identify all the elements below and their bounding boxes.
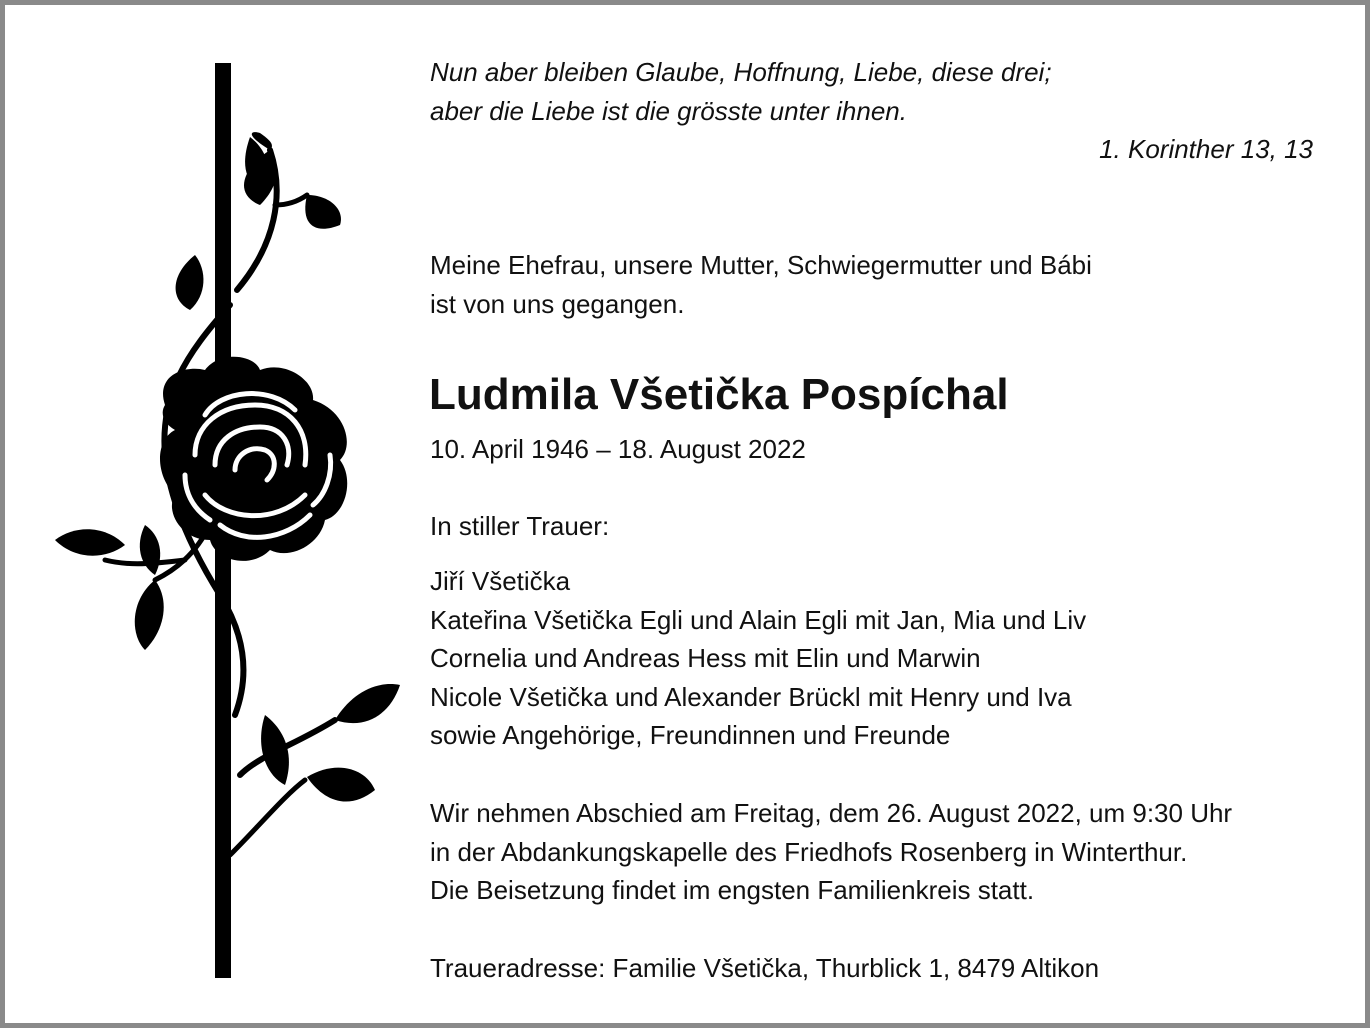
- rose-icon: [45, 55, 415, 985]
- quote-line: Nun aber bleiben Glaube, Hoffnung, Liebe, diese drei;: [430, 57, 1052, 87]
- service-line: Die Beisetzung findet im engsten Familienkreis statt.: [430, 875, 1035, 905]
- family-member: sowie Angehörige, Freundinnen und Freunde: [430, 720, 951, 750]
- bible-quote: [430, 53, 1052, 130]
- service-line: in der Abdankungskapelle des Friedhofs Rosenberg in Winterthur.: [430, 836, 1188, 867]
- family-member: Cornelia und Andreas Hess mit Elin und Marwin: [430, 643, 981, 673]
- service-line: Wir nehmen Abschied am Freitag, dem 26. August 2022, um 9:30 Uhr: [430, 798, 1233, 828]
- family-member: Jiří Všetička: [430, 566, 571, 596]
- family-member: Nicole Všetička und Alexander Brückl mit Henry und Iva: [430, 681, 1072, 712]
- intro-line: ist von uns gegangen.: [430, 288, 685, 319]
- quote-line: aber die Liebe ist die grösste unter ihnen.: [430, 95, 907, 126]
- deceased-name: Ludmila Všetička Pospíchal: [429, 370, 1009, 419]
- intro-text: [430, 246, 1092, 323]
- mourning-address: Traueradresse: Familie Všetička, Thurblick 1, 8479 Altikon: [430, 953, 1100, 983]
- family-list: [430, 562, 1086, 755]
- quote-reference: 1. Korinther 13, 13: [1099, 134, 1313, 164]
- intro-line: Meine Ehefrau, unsere Mutter, Schwiegermutter und Bábi: [430, 250, 1092, 280]
- family-member: Kateřina Všetička Egli und Alain Egli mit Jan, Mia und Liv: [430, 604, 1087, 635]
- life-dates: 10. April 1946 – 18. August 2022: [430, 434, 806, 464]
- service-info: [430, 794, 1232, 910]
- mourning-heading: In stiller Trauer:: [430, 511, 610, 541]
